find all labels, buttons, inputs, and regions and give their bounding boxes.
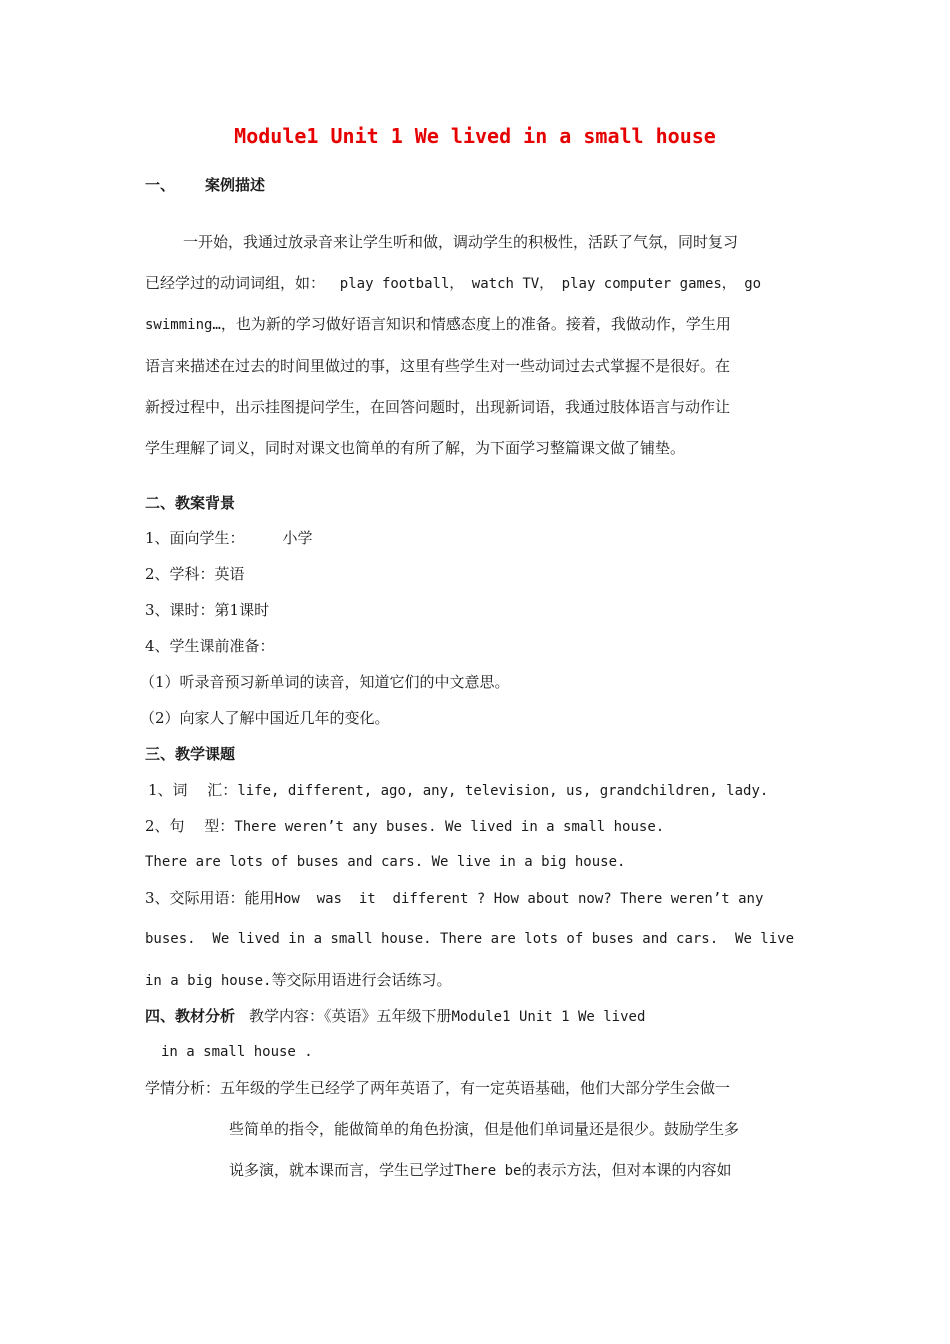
document-title: Module1 Unit 1 We lived in a small house — [234, 124, 716, 148]
section3-vocab-label: 1、词 汇： — [148, 781, 238, 799]
section3-line-4 — [145, 888, 763, 909]
section1-p2-text: 已经学过的动词词组，如： — [145, 274, 326, 292]
section3-comm-label: 3、交际用语：能用 — [145, 889, 275, 907]
section1-paragraph-line-3 — [145, 314, 731, 335]
section4-line-1 — [145, 1006, 645, 1027]
section3-pattern-label: 2、句 型： — [145, 817, 235, 835]
section4-content-title: Module1 Unit 1 We lived — [451, 1009, 646, 1025]
section3-pattern-text: There weren’t any buses. We lived in a small house. — [234, 819, 665, 835]
section1-paragraph-line-6: 学生理解了词义，同时对课文也简单的有所了解，为下面学习整篇课文做了铺垫。 — [145, 439, 686, 457]
section3-heading: 三、教学课题 — [145, 745, 236, 763]
section2-audience-value: 小学 — [282, 529, 313, 547]
section3-line-1 — [148, 780, 768, 801]
section4-content-label: 教学内容：《英语》五年级下册 — [249, 1007, 452, 1025]
section1-p3-text: ，也为新的学习做好语言知识和情感态度上的准备。接着，我做动作，学生用 — [220, 315, 731, 333]
section2-line-5: （1）听录音预习新单词的读音，知道它们的中文意思。 — [140, 673, 510, 691]
section1-heading-text: 案例描述 — [205, 176, 266, 194]
section1-p2-phrases: play football， watch TV， play computer games， go — [339, 276, 762, 292]
section2-line-6: （2）向家人了解中国近几年的变化。 — [140, 709, 390, 727]
section4-line-5 — [229, 1160, 731, 1181]
section1-paragraph-line-1: 一开始，我通过放录音来让学生听和做，调动学生的积极性，活跃了气氛，同时复习 — [183, 233, 739, 251]
section4-l5-there-be: There be — [454, 1163, 522, 1179]
section4-l5-text-b: 的表示方法，但对本课的内容如 — [521, 1161, 732, 1179]
section4-heading: 四、教材分析 — [145, 1007, 236, 1025]
section4-line-4: 些简单的指令，能做简单的角色扮演，但是他们单词量还是很少。鼓励学生多 — [229, 1120, 740, 1138]
section3-line-5: buses. We lived in a small house. There are lots of buses and cars. We live — [145, 931, 795, 947]
section2-audience-label: 1、面向学生： — [145, 529, 245, 547]
section1-p3-word: swimming… — [145, 317, 221, 333]
section3-line-2 — [145, 816, 664, 837]
section3-vocab-words: life, different, ago, any, television, us, grandchildren, lady. — [237, 783, 769, 799]
section3-l6-english: in a big house. — [145, 973, 272, 989]
section1-heading — [145, 175, 265, 195]
section2-line-1 — [145, 528, 313, 548]
section4-line-2: in a small house . — [161, 1044, 313, 1060]
section3-line-3: There are lots of buses and cars. We live in a big house. — [145, 854, 626, 870]
section2-line-4: 4、学生课前准备： — [145, 637, 275, 655]
section1-paragraph-line-4: 语言来描述在过去的时间里做过的事，这里有些学生对一些动词过去式掌握不是很好。在 — [145, 357, 731, 375]
section3-l6-text: 等交际用语进行会话练习。 — [271, 971, 452, 989]
section2-line-2: 2、学科：英语 — [145, 565, 245, 583]
section4-line-3: 学情分析：五年级的学生已经学了两年英语了，有一定英语基础，他们大部分学生会做一 — [145, 1079, 731, 1097]
section3-comm-text: How was it different ? How about now? There weren’t any — [274, 891, 764, 907]
section1-paragraph-line-2 — [145, 273, 761, 294]
section2-line-3: 3、课时：第1课时 — [145, 601, 270, 619]
section1-heading-number: 一、 — [145, 176, 176, 194]
section1-paragraph-line-5: 新授过程中，出示挂图提问学生，在回答问题时，出现新词语，我通过肢体语言与动作让 — [145, 398, 731, 416]
section3-line-6 — [145, 970, 451, 991]
section2-heading: 二、教案背景 — [145, 494, 236, 512]
section4-l5-text-a: 说多演，就本课而言，学生已学过 — [229, 1161, 455, 1179]
